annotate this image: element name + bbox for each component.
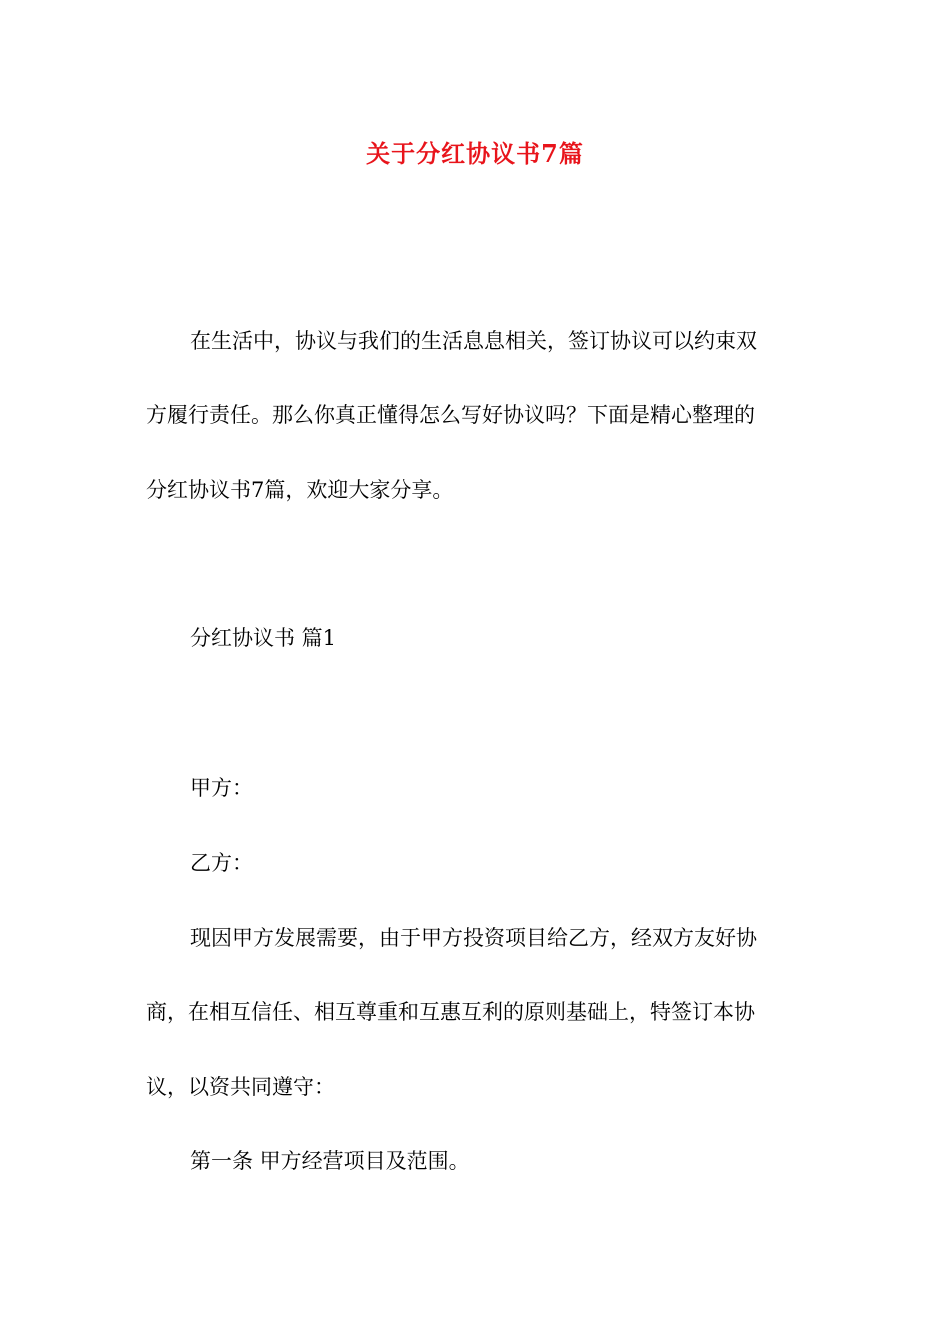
party-b-label: 乙方：: [190, 851, 253, 875]
body-line-1: 现因甲方发展需要，由于甲方投资项目给乙方，经双方友好协: [190, 926, 757, 950]
body-line-2: 商，在相互信任、相互尊重和互惠互利的原则基础上，特签订本协: [146, 1000, 755, 1024]
document-title: 关于分红协议书7篇: [366, 139, 584, 168]
intro-line-1: 在生活中，协议与我们的生活息息相关，签订协议可以约束双: [190, 329, 757, 353]
section-heading: 分红协议书 篇1: [190, 626, 337, 650]
intro-line-3: 分红协议书7篇，欢迎大家分享。: [146, 478, 454, 502]
body-line-3: 议，以资共同遵守：: [146, 1075, 335, 1099]
article-1-heading: 第一条 甲方经营项目及范围。: [190, 1149, 470, 1173]
intro-line-2: 方履行责任。那么你真正懂得怎么写好协议吗？下面是精心整理的: [146, 403, 755, 427]
party-a-label: 甲方：: [190, 776, 253, 800]
